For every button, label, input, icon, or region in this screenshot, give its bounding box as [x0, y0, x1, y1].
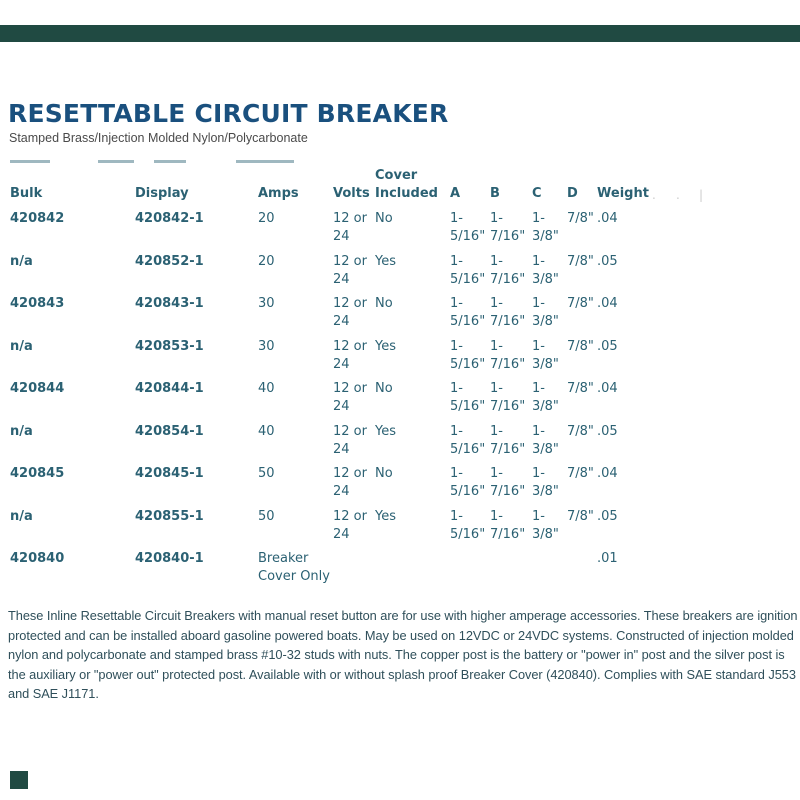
cell-d: 7/8": [567, 466, 594, 481]
cell-weight: .04: [597, 466, 618, 481]
cell-d: 7/8": [567, 508, 594, 524]
cell-weight: .05: [597, 253, 618, 269]
cell-c: 1- 3/8": [532, 338, 559, 372]
cell-amps: 40: [258, 423, 275, 439]
cell-a: 1- 5/16": [450, 381, 486, 414]
cell-bulk: n/a: [10, 338, 33, 354]
cell-cover: Yes: [375, 508, 396, 524]
cell-a: 1- 5/16": [450, 253, 486, 287]
cell-d: 7/8": [567, 253, 594, 269]
cell-a: 1- 5/16": [450, 466, 486, 499]
header-cell-bulk: Bulk: [10, 186, 43, 201]
cell-b: 1- 7/16": [490, 508, 526, 542]
cell-bulk: 420845: [10, 466, 65, 481]
page-title: RESETTABLE CIRCUIT BREAKER: [8, 99, 449, 128]
cell-cover: No: [375, 381, 393, 396]
cell-b: 1- 7/16": [490, 211, 526, 244]
header-cell-amps: Amps: [258, 186, 299, 201]
cell-cover: No: [375, 211, 393, 226]
header-cell-b: B: [490, 186, 500, 201]
cell-display: 420853-1: [135, 338, 204, 354]
table-row: [10, 423, 798, 466]
header-cell-d: D: [567, 186, 578, 201]
cell-display: 420842-1: [135, 211, 204, 226]
cell-cover: No: [375, 296, 393, 311]
cell-volts: 12 or 24: [333, 253, 367, 287]
cell-bulk: 420844: [10, 381, 65, 396]
scan-artifact-dashes: [10, 160, 790, 163]
cell-weight: .05: [597, 508, 618, 524]
cell-a: [450, 550, 490, 593]
cell-volts: 12 or 24: [333, 338, 367, 372]
cell-volts: 12 or 24: [333, 211, 367, 244]
cell-cover: Yes: [375, 253, 396, 269]
cell-display: 420855-1: [135, 508, 204, 524]
header-cell-display: Display: [135, 186, 189, 201]
cell-volts: 12 or 24: [333, 423, 367, 457]
cell-bulk: 420842: [10, 211, 65, 226]
cell-bulk: n/a: [10, 508, 33, 524]
cell-bulk: 420843: [10, 296, 65, 311]
cell-b: 1- 7/16": [490, 466, 526, 499]
cell-weight: .05: [597, 338, 618, 354]
header-cell-cover-included: Cover Included: [375, 168, 438, 201]
table-row: [10, 508, 798, 551]
cell-amps: 20: [258, 253, 275, 269]
cell-b: 1- 7/16": [490, 253, 526, 287]
cell-a: 1- 5/16": [450, 296, 486, 329]
table-row: [10, 465, 798, 508]
cell-display: 420843-1: [135, 296, 204, 311]
header-cell-volts: Volts: [333, 186, 370, 201]
cell-weight: .04: [597, 381, 618, 396]
bottom-accent-mark: [10, 771, 28, 789]
table-row: [10, 210, 798, 253]
cell-weight: .04: [597, 296, 618, 311]
cell-volts: 12 or 24: [333, 381, 367, 414]
header-cell-a: A: [450, 186, 461, 201]
cell-d: 7/8": [567, 338, 594, 354]
cell-weight: .01: [597, 551, 618, 566]
cell-volts: 12 or 24: [333, 466, 367, 499]
cell-amps: 30: [258, 338, 275, 354]
cell-volts: 12 or 24: [333, 296, 367, 329]
cell-display: 420854-1: [135, 423, 204, 439]
cell-c: 1- 3/8": [532, 508, 559, 542]
cell-display: 420840-1: [135, 551, 204, 566]
table-row: [10, 380, 798, 423]
cell-cover: Yes: [375, 338, 396, 354]
cell-c: 1- 3/8": [532, 381, 559, 414]
table-body: [10, 210, 798, 593]
cell-amps: 50: [258, 508, 275, 524]
cell-display: 420844-1: [135, 381, 204, 396]
cell-b: [490, 550, 532, 593]
cell-a: 1- 5/16": [450, 423, 486, 457]
top-accent-bar: [0, 25, 800, 42]
cell-bulk: 420840: [10, 551, 65, 566]
cell-b: 1- 7/16": [490, 296, 526, 329]
cell-weight: .05: [597, 423, 618, 439]
cell-display: 420852-1: [135, 253, 204, 269]
cell-amps: Breaker Cover Only: [258, 551, 330, 584]
cell-bulk: n/a: [10, 253, 33, 269]
table-row: [10, 295, 798, 338]
cell-d: 7/8": [567, 211, 594, 226]
cell-cover: [375, 550, 450, 593]
cell-b: 1- 7/16": [490, 423, 526, 457]
spec-table: [10, 167, 798, 593]
cell-weight: .04: [597, 211, 618, 226]
cell-cover: No: [375, 466, 393, 481]
cell-a: 1- 5/16": [450, 508, 486, 542]
cell-d: 7/8": [567, 423, 594, 439]
scan-artifact-marks: . . |: [652, 188, 704, 202]
cell-d: 7/8": [567, 381, 594, 396]
cell-volts: 12 or 24: [333, 508, 367, 542]
cell-amps: 50: [258, 466, 275, 481]
cell-d: 7/8": [567, 296, 594, 311]
cell-c: [532, 550, 567, 593]
cell-amps: 40: [258, 381, 275, 396]
header-cell-weight: Weight: [597, 186, 649, 201]
cell-a: 1- 5/16": [450, 211, 486, 244]
cell-bulk: n/a: [10, 423, 33, 439]
table-row: [10, 550, 798, 593]
cell-c: 1- 3/8": [532, 466, 559, 499]
cell-c: 1- 3/8": [532, 423, 559, 457]
header-cell-c: C: [532, 186, 542, 201]
cell-a: 1- 5/16": [450, 338, 486, 372]
cell-display: 420845-1: [135, 466, 204, 481]
cell-c: 1- 3/8": [532, 253, 559, 287]
cell-cover: Yes: [375, 423, 396, 439]
cell-d: [567, 550, 597, 593]
cell-c: 1- 3/8": [532, 296, 559, 329]
cell-b: 1- 7/16": [490, 338, 526, 372]
page-subtitle: Stamped Brass/Injection Molded Nylon/Polycarbonate: [9, 131, 308, 145]
cell-amps: 30: [258, 296, 275, 311]
cell-volts: [333, 550, 375, 593]
cell-c: 1- 3/8": [532, 211, 559, 244]
cell-amps: 20: [258, 211, 275, 226]
product-description: These Inline Resettable Circuit Breakers with manual reset button are for use with higher amperage accessories. These breakers are ignition protected and can be installed aboard gasoline powered boats. May be used on 12VDC or 24VDC systems. Constructed of injection molded nylon and polycarbonate and stamped brass #10-32 studs with nuts. The copper post is the battery or "power in" post and the silver post is the auxiliary or "power out" protected post. Available with or without splash proof Breaker Cover (420840). Complies with SAE standard J553 and SAE J1171.: [8, 608, 798, 701]
table-row: [10, 253, 798, 296]
table-row: [10, 338, 798, 381]
cell-b: 1- 7/16": [490, 381, 526, 414]
